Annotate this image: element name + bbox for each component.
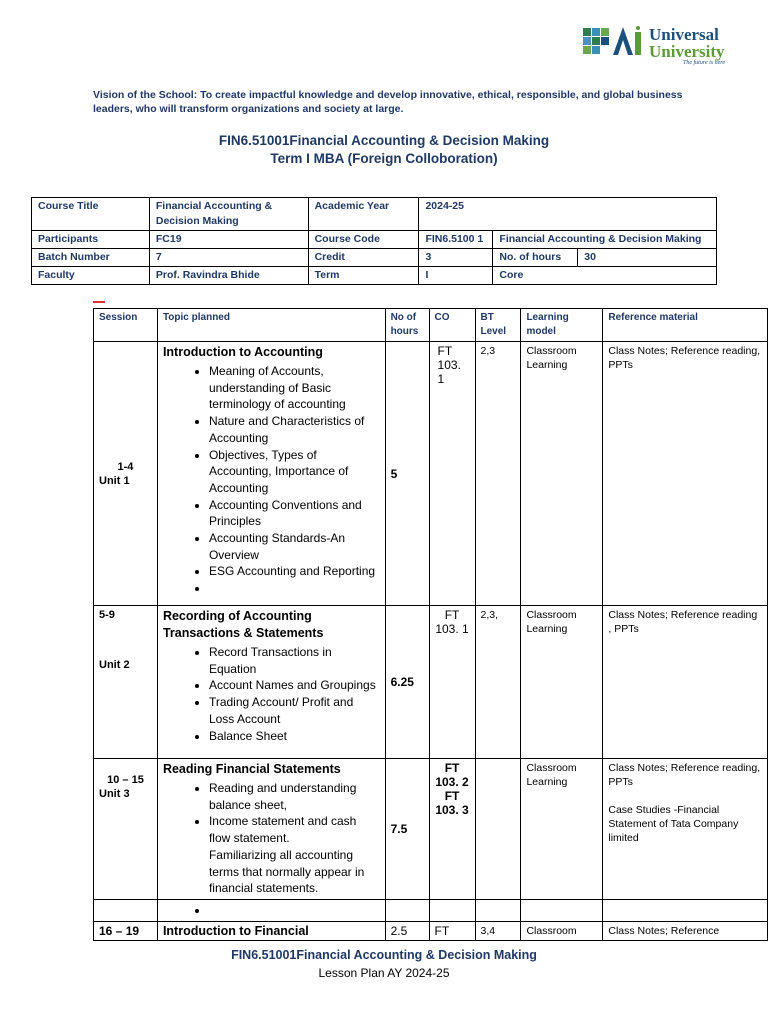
co-cell: FT 103. 1: [429, 606, 475, 759]
topic-heading: Reading Financial Statements: [162, 762, 341, 776]
info-row: [32, 231, 717, 249]
course-title-heading: FIN6.51001Financial Accounting & Decision Making: [218, 133, 550, 148]
list-item: • Income statement and cash flow statement.: [209, 813, 380, 846]
university-logo: [583, 26, 753, 70]
model-cell: Classroom Learning: [521, 759, 603, 900]
info-row: [32, 249, 717, 267]
header-bt: BT Level: [475, 309, 521, 342]
empty-cell: [94, 899, 158, 921]
info-value: I: [419, 267, 493, 285]
model-cell: Classroom Learning: [521, 606, 603, 759]
header-ref: Reference material: [603, 309, 768, 342]
empty-cell: [429, 899, 475, 921]
bt-cell: 2,3: [475, 342, 521, 606]
lesson-plan-table: [93, 308, 768, 941]
info-label: No. of hours: [493, 249, 578, 267]
list-item: [209, 580, 380, 597]
session-cell: [94, 606, 158, 759]
empty-cell: [385, 899, 429, 921]
topic-heading: Introduction to Accounting: [162, 345, 323, 359]
topic-heading: Recording of Accounting Transactions & Statements: [162, 609, 324, 640]
footer-subtitle: Lesson Plan AY 2024-25: [318, 966, 450, 980]
footer-title: FIN6.51001Financial Accounting & Decision Making: [231, 948, 537, 962]
topic-list: [163, 902, 380, 919]
session-cell: [94, 342, 158, 606]
unit-label: Unit 2: [99, 659, 130, 671]
co-cell: FT: [429, 921, 475, 940]
info-value: Core: [493, 267, 717, 285]
header-session: Session: [94, 309, 158, 342]
list-item: • Accounting Conventions and Principles: [209, 497, 380, 530]
info-row: [32, 267, 717, 285]
info-label: Course Title: [32, 198, 150, 231]
topic-list: [163, 780, 380, 847]
info-value: Financial Accounting & Decision Making: [493, 231, 717, 249]
topic-cell: [157, 759, 385, 900]
empty-cell: [521, 899, 603, 921]
hours-cell: 2.5: [385, 921, 429, 940]
info-value: FIN6.5100 1: [419, 231, 493, 249]
info-label: Academic Year: [308, 198, 419, 231]
vision-statement: Vision of the School: To create impactful knowledge and develop innovative, ethical, responsible, and global business leaders, who will transform organizations and society at large.: [93, 89, 683, 115]
info-label: Batch Number: [32, 249, 150, 267]
course-info-table: [31, 197, 717, 285]
hours-cell: 5: [385, 342, 429, 606]
info-value: 7: [149, 249, 308, 267]
table-row: [94, 759, 768, 900]
list-item: • Record Transactions in Equation: [209, 644, 380, 677]
ref-cell: Class Notes; Reference: [603, 921, 768, 940]
list-item: • ESG Accounting and Reporting: [209, 563, 380, 580]
model-cell: Classroom: [521, 921, 603, 940]
topic-heading: Introduction to Financial: [157, 921, 385, 940]
info-row: [32, 198, 717, 231]
bt-cell: 3,4: [475, 921, 521, 940]
info-value: Financial Accounting & Decision Making: [149, 198, 308, 231]
table-row: [94, 899, 768, 921]
header-co: CO: [429, 309, 475, 342]
topic-cell: [157, 899, 385, 921]
header-hours: No of hours: [385, 309, 429, 342]
globe-logo-icon: [583, 26, 643, 56]
ref-cell: Class Notes; Reference reading , PPTs: [603, 606, 768, 759]
unit-label: Unit 3: [99, 788, 130, 800]
bt-cell: 2,3,: [475, 606, 521, 759]
ref-text: Class Notes; Reference reading, PPTs: [608, 762, 761, 788]
list-item: • Reading and understanding balance sheet,: [209, 780, 380, 813]
table-row: [94, 921, 768, 940]
table-row: [94, 606, 768, 759]
bt-cell: [475, 759, 521, 900]
plan-header-row: [94, 309, 768, 342]
session-cell: [94, 759, 158, 900]
session-number: 1-4: [117, 460, 134, 473]
list-item: • Trading Account/ Profit and Loss Account: [209, 694, 380, 727]
table-row: [94, 342, 768, 606]
info-label: Credit: [308, 249, 419, 267]
header-model: Learning model: [521, 309, 603, 342]
topic-list: [163, 644, 380, 744]
red-mark: [93, 301, 105, 303]
info-value: 3: [419, 249, 493, 267]
list-item: • Objectives, Types of Accounting, Importance of Accounting: [209, 447, 380, 497]
session-number: 5-9: [99, 609, 115, 621]
info-value: 30: [578, 249, 717, 267]
info-label: Term: [308, 267, 419, 285]
session-cell: 16 – 19: [94, 921, 158, 940]
topic-cell: [157, 342, 385, 606]
info-value: 2024-25: [419, 198, 717, 231]
co-cell: FT 103. 1: [429, 342, 475, 606]
unit-label: Unit 1: [99, 474, 130, 487]
topic-list: [163, 363, 380, 597]
logo-name: [649, 26, 725, 60]
header-topic: Topic planned: [157, 309, 385, 342]
info-value: FC19: [149, 231, 308, 249]
list-item: • Account Names and Groupings: [209, 677, 380, 694]
co-cell: FT 103. 2 FT 103. 3: [429, 759, 475, 900]
info-label: Faculty: [32, 267, 150, 285]
ref-text: Case Studies -Financial Statement of Tata Company limited: [608, 804, 739, 844]
topic-note: Familiarizing all accounting terms that normally appear in financial statements.: [208, 847, 365, 896]
term-heading: Term I MBA (Foreign Colloboration): [270, 151, 498, 166]
list-item: • Meaning of Accounts, understanding of Basic terminology of accounting: [209, 363, 380, 413]
list-item: • Accounting Standards-An Overview: [209, 530, 380, 563]
logo-tagline: The future is here: [683, 60, 726, 66]
ref-cell: Class Notes; Reference reading, PPTs: [603, 342, 768, 606]
hours-cell: 7.5: [385, 759, 429, 900]
logo-name-line2: University: [649, 42, 725, 61]
topic-cell: [157, 606, 385, 759]
info-value: Prof. Ravindra Bhide: [149, 267, 308, 285]
logo-name-line1: Universal: [649, 25, 719, 44]
list-item: • Nature and Characteristics of Accounting: [209, 413, 380, 446]
hours-cell: 6.25: [385, 606, 429, 759]
list-item: [209, 902, 380, 919]
list-item: • Balance Sheet: [209, 728, 380, 745]
empty-cell: [475, 899, 521, 921]
session-number: 10 – 15: [107, 774, 144, 786]
info-label: Participants: [32, 231, 150, 249]
info-label: Course Code: [308, 231, 419, 249]
empty-cell: [603, 899, 768, 921]
model-cell: Classroom Learning: [521, 342, 603, 606]
ref-cell: [603, 759, 768, 900]
